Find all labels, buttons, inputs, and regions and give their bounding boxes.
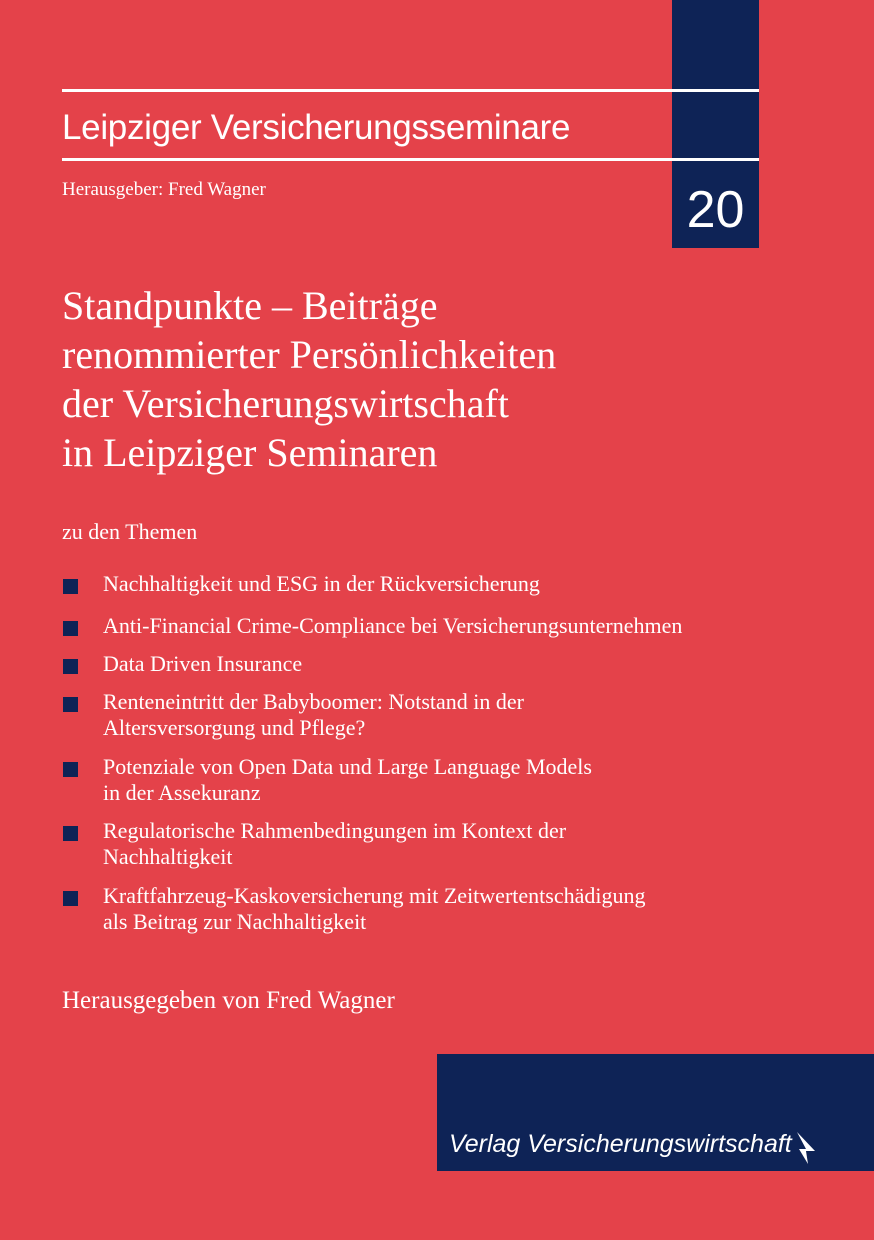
topic-item [62, 571, 802, 597]
book-title-line: der Versicherungswirtschaft [62, 381, 509, 426]
square-bullet-icon [63, 891, 78, 906]
topic-text: Nachhaltigkeit und ESG in der Rückversicherung [103, 571, 540, 596]
topic-item [62, 883, 802, 935]
square-bullet-icon [63, 579, 78, 594]
square-bullet-icon [63, 826, 78, 841]
topic-text: Regulatorische Rahmenbedingungen im Kontext der [103, 818, 567, 843]
book-title-line: renommierter Persönlichkeiten [62, 332, 557, 377]
volume-number-block [672, 0, 759, 248]
topic-text: Renteneintritt der Babyboomer: Notstand in der [103, 689, 524, 714]
book-title-line: in Leipziger Seminaren [62, 430, 438, 475]
publisher-arrow-icon [795, 1130, 817, 1166]
topic-item [62, 818, 802, 870]
topic-text: Data Driven Insurance [103, 651, 303, 676]
series-editor: Herausgeber: Fred Wagner [62, 179, 266, 200]
topic-text: Potenziale von Open Data und Large Language Models [103, 754, 592, 779]
topic-text: als Beitrag zur Nachhaltigkeit [103, 909, 367, 934]
square-bullet-icon [63, 659, 78, 674]
square-bullet-icon [63, 621, 78, 636]
topic-item [62, 651, 802, 677]
topic-item [62, 613, 802, 639]
topics-intro: zu den Themen [62, 519, 198, 544]
edited-by: Herausgegeben von Fred Wagner [62, 987, 395, 1014]
topic-text: Altersversorgung und Pflege? [103, 715, 366, 740]
topic-text: Anti-Financial Crime-Compliance bei Versicherungsunternehmen [103, 613, 683, 638]
bottom-rule [62, 158, 759, 161]
topic-item [62, 689, 802, 741]
top-rule [62, 89, 759, 92]
book-title [62, 281, 702, 477]
series-title: Leipziger Versicherungsseminare [62, 108, 571, 147]
topic-text: in der Assekuranz [103, 780, 261, 805]
volume-number: 20 [686, 181, 745, 239]
topic-item [62, 754, 802, 806]
square-bullet-icon [63, 697, 78, 712]
square-bullet-icon [63, 762, 78, 777]
topics-list [62, 571, 802, 935]
topic-text: Kraftfahrzeug-Kaskoversicherung mit Zeitwertentschädigung [103, 883, 646, 908]
topic-text: Nachhaltigkeit [103, 844, 233, 869]
publisher-name: Verlag Versicherungswirtschaft [449, 1130, 792, 1158]
publisher-bar [437, 1054, 874, 1171]
book-title-line: Standpunkte – Beiträge [62, 283, 438, 328]
